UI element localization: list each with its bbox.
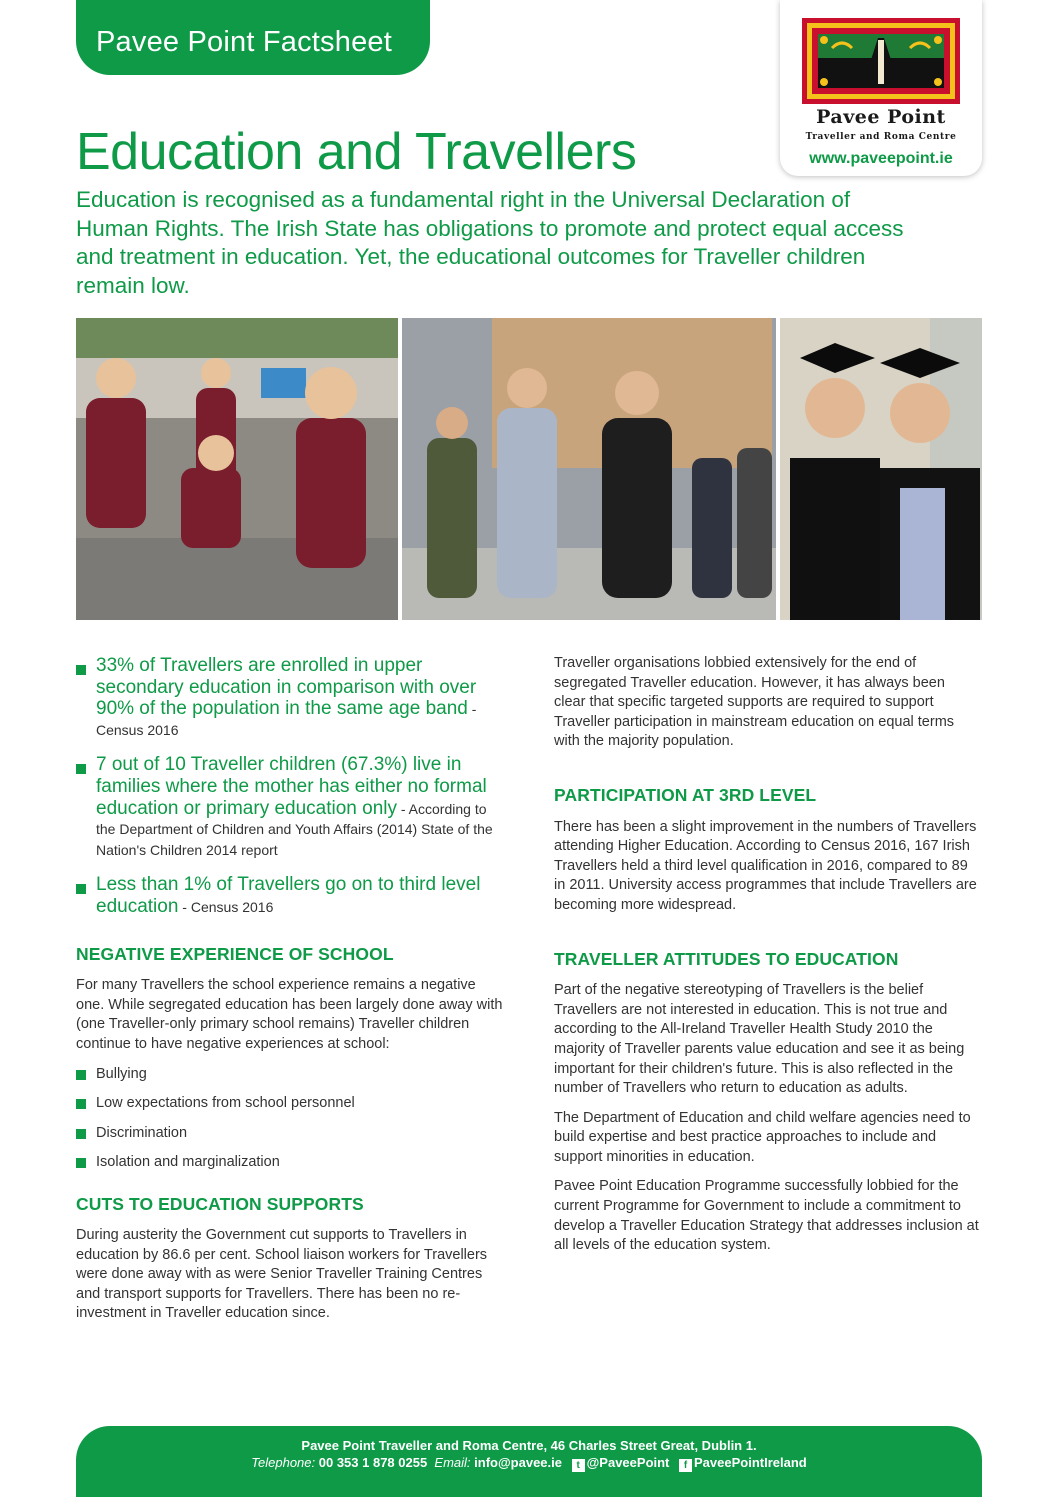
stat-item (76, 875, 506, 918)
left-column (76, 656, 506, 1334)
stat-source: - Census 2016 (96, 701, 477, 738)
stat-source: - According to the Department of Children and Youth Affairs (2014) State of the Nation's Children 2014 report (96, 800, 493, 858)
section-heading-cuts: CUTS TO EDUCATION SUPPORTS (76, 1193, 364, 1214)
stat-text: 7 out of 10 Traveller children (67.3%) live in families where the mother has either no formal education or primary education only (96, 754, 487, 819)
twitter-link[interactable]: @PaveePoint (586, 1455, 670, 1470)
negative-experience-list (76, 1065, 506, 1183)
list-item: Bullying (76, 1065, 506, 1095)
cuts-body: During austerity the Government cut supports to Travellers in education by 86.6 per cent. School liaison workers for Travellers were done away with as were Senior Traveller Training Centres and transport supports for Travellers. There has been no re-investment in Traveller education since. (76, 1227, 488, 1322)
attitudes-paragraph-3: Pavee Point Education Programme successfully lobbied for the current Programme for Government to include a commitment to develop a Traveller Education Strategy that addresses inclusion at all levels of the education system. (554, 1178, 979, 1254)
photo-schoolchildren (76, 318, 398, 620)
list-item: Low expectations from school personnel (76, 1094, 506, 1124)
website-link[interactable]: www.paveepoint.ie (809, 150, 953, 167)
negative-experience-body: For many Travellers the school experience remains a negative one. While segregated education has been largely done away with (one Traveller-only primary school remains) Traveller children continue to have negative experiences at school: (76, 977, 503, 1052)
photo-graduates (780, 318, 982, 620)
photo-university-students (402, 318, 776, 620)
bullet-square-icon (76, 884, 86, 894)
stat-text: 33% of Travellers are enrolled in upper secondary education in comparison with over 90% of the population in the same age band (96, 655, 477, 720)
participation-body: There has been a slight improvement in the numbers of Travellers attending Higher Education. According to Census 2016, 167 Irish Travellers held a third level qualification in 2016, compared to 89 in 2011. University access programmes that include Travellers are becoming more widespread. (554, 818, 977, 913)
bullet-square-icon (76, 1070, 86, 1080)
page-title: Education and Travellers (76, 123, 637, 181)
section-heading-negative-experience: NEGATIVE EXPERIENCE OF SCHOOL (76, 943, 394, 964)
facebook-link[interactable]: PaveePointIreland (694, 1455, 807, 1470)
section-heading-participation: PARTICIPATION AT 3RD LEVEL (554, 784, 817, 805)
logo-card[interactable] (780, 0, 982, 176)
facebook-icon: f (679, 1459, 692, 1472)
bullet-square-icon (76, 1099, 86, 1109)
bullet-square-icon (76, 665, 86, 675)
stat-item (76, 755, 506, 861)
stat-item (76, 656, 506, 741)
logo-subtitle: Traveller and Roma Centre (805, 132, 957, 142)
email-label: Email: (434, 1455, 471, 1470)
key-stats-list (76, 656, 506, 919)
right-column (554, 654, 980, 1266)
logo-name: Pavee Point (816, 106, 946, 128)
attitudes-paragraph-2: The Department of Education and child welfare agencies need to build expertise and best practice approaches to include and support minorities in education. (554, 1109, 971, 1165)
footer-contacts (76, 1455, 982, 1472)
footer (76, 1426, 982, 1497)
intro-paragraph: Education is recognised as a fundamental right in the Universal Declaration of Human Rights. The Irish State has obligations to promote and protect equal access and treatment in education. Yet, the educational outcomes for Traveller children remain low. (76, 187, 904, 298)
stat-source: - Census 2016 (178, 898, 274, 915)
telephone-label: Telephone: (251, 1455, 316, 1470)
footer-address: Pavee Point Traveller and Roma Centre, 46 Charles Street Great, Dublin 1. (301, 1438, 757, 1453)
twitter-icon: t (572, 1459, 585, 1472)
stat-text: Less than 1% of Travellers go on to third level education (96, 874, 481, 917)
attitudes-paragraph-1: Part of the negative stereotyping of Travellers is the belief Travellers are not interested in education. This is not true and according to the All-Ireland Traveller Health Study 2010 the majority of Traveller parents value education and see it as being important for their children's future. This is also reflected in the number of Travellers who return to education as adults. (554, 982, 965, 1097)
factsheet-tab-label: Pavee Point Factsheet (96, 26, 392, 58)
section-heading-attitudes: TRAVELLER ATTITUDES TO EDUCATION (554, 948, 899, 969)
bullet-square-icon (76, 1158, 86, 1168)
lobby-paragraph: Traveller organisations lobbied extensively for the end of segregated Traveller education. However, it has always been clear that specific targeted supports are required to support Traveller participation in mainstream education on equal terms with the majority population. (554, 655, 955, 750)
factsheet-tab (76, 0, 430, 75)
list-item: Isolation and marginalization (76, 1153, 506, 1183)
email-link[interactable]: info@pavee.ie (474, 1455, 562, 1470)
pavee-point-logo-art (802, 18, 960, 104)
list-item: Discrimination (76, 1124, 506, 1154)
bullet-square-icon (76, 764, 86, 774)
bullet-square-icon (76, 1129, 86, 1139)
telephone-number[interactable]: 00 353 1 878 0255 (318, 1455, 428, 1470)
